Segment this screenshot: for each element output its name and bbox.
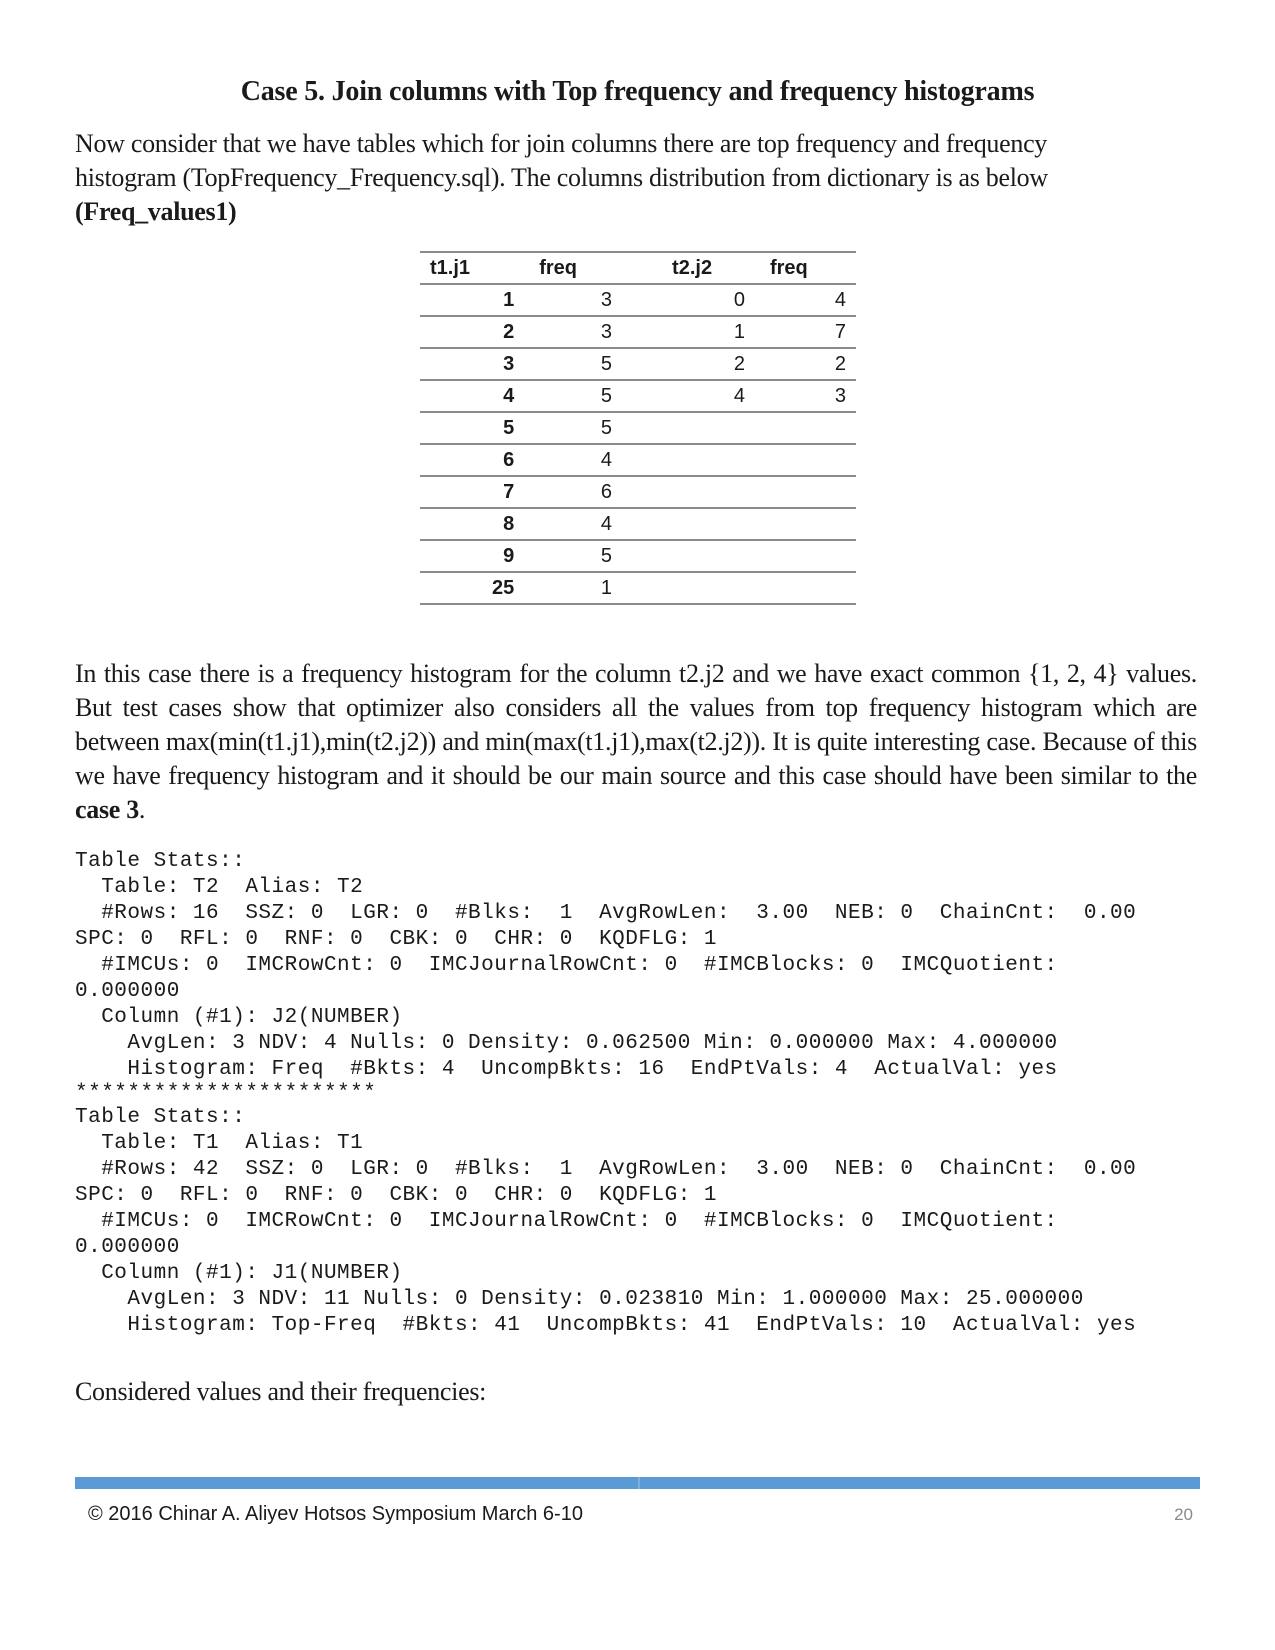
cell-t2-j2: 0 — [612, 284, 745, 316]
cell-t2-j2 — [612, 412, 745, 444]
cell-t1-j1: 6 — [420, 444, 514, 476]
cell-t2-j2 — [612, 540, 745, 572]
separator-line: *********************** — [75, 1082, 377, 1105]
cell-t1-j1: 8 — [420, 508, 514, 540]
table-row — [420, 284, 856, 316]
table-stats-trace — [75, 849, 1136, 1339]
cell-t2-freq — [745, 572, 856, 604]
table-row — [420, 572, 856, 604]
stats-line: 0.000000 — [75, 980, 180, 1003]
cell-t2-j2 — [612, 508, 745, 540]
cell-t2-j2: 1 — [612, 316, 745, 348]
header-t1-j1: t1.j1 — [420, 252, 514, 284]
frequency-distribution-table — [420, 251, 856, 605]
stats-line: AvgLen: 3 NDV: 4 Nulls: 0 Density: 0.062500 Min: 0.000000 Max: 4.000000 — [75, 1032, 1058, 1055]
stats-line: AvgLen: 3 NDV: 11 Nulls: 0 Density: 0.023810 Min: 1.000000 Max: 25.000000 — [75, 1288, 1084, 1311]
cell-t2-freq — [745, 476, 856, 508]
stats-line: Table: T2 Alias: T2 — [75, 876, 364, 899]
cell-t2-freq: 3 — [745, 380, 856, 412]
header-t1-freq: freq — [514, 252, 612, 284]
case-reference: case 3 — [75, 795, 139, 824]
cell-t1-j1: 4 — [420, 380, 514, 412]
cell-t1-j1: 1 — [420, 284, 514, 316]
cell-t1-j1: 2 — [420, 316, 514, 348]
cell-t2-freq — [745, 412, 856, 444]
header-t2-j2: t2.j2 — [612, 252, 745, 284]
cell-t2-j2 — [612, 476, 745, 508]
cell-t2-freq — [745, 508, 856, 540]
cell-t2-j2 — [612, 444, 745, 476]
stats-line: #IMCUs: 0 IMCRowCnt: 0 IMCJournalRowCnt: 0 #IMCBlocks: 0 IMCQuotient: — [75, 1210, 1058, 1233]
stats-line: Column (#1): J1(NUMBER) — [75, 1262, 403, 1285]
table-row — [420, 380, 856, 412]
intro-line-1: Now consider that we have tables which for join columns there are top frequency and frequency — [75, 129, 1048, 158]
stats-line: Table Stats:: — [75, 1106, 246, 1129]
cell-t2-freq — [745, 540, 856, 572]
cell-t2-freq: 4 — [745, 284, 856, 316]
cell-t1-freq: 4 — [514, 444, 612, 476]
intro-line-2: histogram (TopFrequency_Frequency.sql). The columns distribution from dictionary is as below — [75, 163, 1048, 192]
cell-t1-freq: 1 — [514, 572, 612, 604]
cell-t1-freq: 3 — [514, 284, 612, 316]
cell-t1-j1: 3 — [420, 348, 514, 380]
footer-copyright: © 2016 Chinar A. Aliyev Hotsos Symposium March 6-10 — [88, 1503, 583, 1525]
cell-t1-j1: 5 — [420, 412, 514, 444]
stats-line: #Rows: 16 SSZ: 0 LGR: 0 #Blks: 1 AvgRowLen: 3.00 NEB: 0 ChainCnt: 0.00 — [75, 902, 1137, 925]
cell-t2-j2: 2 — [612, 348, 745, 380]
page-number: 20 — [1174, 1505, 1193, 1524]
table-row — [420, 540, 856, 572]
table-body — [420, 284, 856, 604]
stats-line: Table Stats:: — [75, 850, 246, 873]
cell-t1-freq: 5 — [514, 348, 612, 380]
table-row — [420, 444, 856, 476]
footer-divider-bar — [75, 1477, 1200, 1489]
analysis-text: In this case there is a frequency histogram for the column t2.j2 and we have exact common {1, 2, 4} values. But test cases show that optimizer also considers all the values from top frequency histogram which are between max(min(t1.j1),min(t2.j2)) and min(max(t1.j1),max(t2.j2)). It is quite interesting case. Because of this we have frequency histogram and it should be our main source and this case should have been similar to the — [75, 659, 1197, 790]
cell-t1-freq: 6 — [514, 476, 612, 508]
table-row — [420, 508, 856, 540]
stats-line: SPC: 0 RFL: 0 RNF: 0 CBK: 0 CHR: 0 KQDFLG: 1 — [75, 1184, 718, 1207]
table-row — [420, 316, 856, 348]
cell-t1-freq: 4 — [514, 508, 612, 540]
cell-t1-freq: 5 — [514, 380, 612, 412]
table-row — [420, 476, 856, 508]
analysis-end: . — [138, 795, 146, 824]
stats-line: #Rows: 42 SSZ: 0 LGR: 0 #Blks: 1 AvgRowLen: 3.00 NEB: 0 ChainCnt: 0.00 — [75, 1158, 1137, 1181]
cell-t1-freq: 5 — [514, 540, 612, 572]
stats-line: Histogram: Freq #Bkts: 4 UncompBkts: 16 EndPtVals: 4 ActualVal: yes — [75, 1058, 1058, 1081]
page-title: Case 5. Join columns with Top frequency and frequency histograms — [240, 76, 1035, 107]
cell-t2-freq: 7 — [745, 316, 856, 348]
cell-t2-j2 — [612, 572, 745, 604]
stats-line: 0.000000 — [75, 1236, 180, 1259]
cell-t1-freq: 5 — [514, 412, 612, 444]
analysis-paragraph — [75, 657, 1197, 827]
table-row — [420, 348, 856, 380]
stats-line: Histogram: Top-Freq #Bkts: 41 UncompBkts: 41 EndPtVals: 10 ActualVal: yes — [75, 1314, 1137, 1337]
stats-line: Table: T1 Alias: T1 — [75, 1132, 364, 1155]
cell-t1-j1: 7 — [420, 476, 514, 508]
cell-t1-j1: 9 — [420, 540, 514, 572]
considered-values-label: Considered values and their frequencies: — [75, 1377, 487, 1406]
cell-t2-j2: 4 — [612, 380, 745, 412]
table-header-row — [420, 252, 856, 284]
cell-t2-freq: 2 — [745, 348, 856, 380]
stats-line: Column (#1): J2(NUMBER) — [75, 1006, 403, 1029]
intro-table-reference: (Freq_values1) — [75, 197, 237, 226]
cell-t1-j1: 25 — [420, 572, 514, 604]
header-t2-freq: freq — [745, 252, 856, 284]
cell-t2-freq — [745, 444, 856, 476]
intro-paragraph — [75, 127, 1197, 229]
cell-t1-freq: 3 — [514, 316, 612, 348]
table-row — [420, 412, 856, 444]
stats-line: SPC: 0 RFL: 0 RNF: 0 CBK: 0 CHR: 0 KQDFLG: 1 — [75, 928, 718, 951]
stats-line: #IMCUs: 0 IMCRowCnt: 0 IMCJournalRowCnt: 0 #IMCBlocks: 0 IMCQuotient: — [75, 954, 1058, 977]
